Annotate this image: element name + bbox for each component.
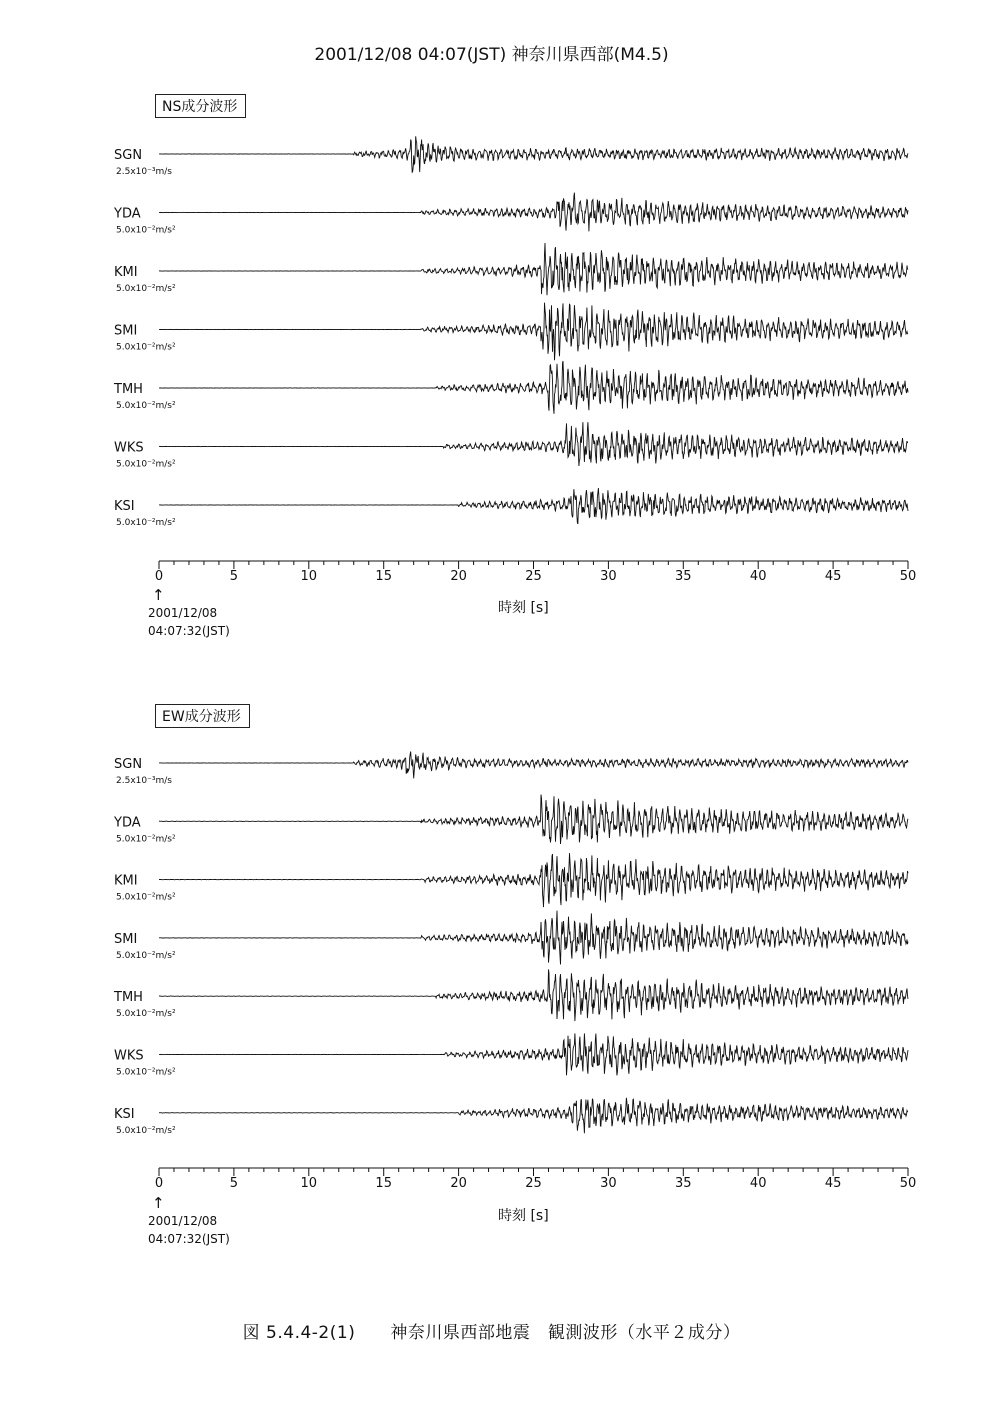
tick-label: 5 [229,1176,239,1191]
tick-label: 15 [375,569,392,584]
scale-label: 5.0x10⁻²m/s² [116,401,176,411]
reference-time-ns: 04:07:32(JST) [148,624,230,638]
scale-label: 5.0x10⁻²m/s² [116,459,176,470]
xlabel-ns: 時刻 [s] [498,600,549,616]
station-label: SMI [114,931,138,947]
station-label: SMI [114,323,138,339]
scale-label: 5.0x10⁻²m/s² [116,1009,176,1020]
waveform-wks [159,422,908,466]
reference-arrow-ns: ↑ [152,586,165,604]
tick-label: 40 [749,569,767,584]
reference-time-ew: 04:07:32(JST) [148,1232,230,1246]
panel-title-ns: NS成分波形 [155,94,246,118]
reference-date-ew: 2001/12/08 [148,1214,218,1228]
scale-label: 5.0x10⁻²m/s² [116,225,176,236]
waveform-sgn [159,752,908,779]
station-label: WKS [114,1048,144,1064]
tick-label: 25 [525,1176,542,1191]
station-label: KMI [114,265,138,280]
waveform-yda [159,193,908,232]
waveform-tmh [159,361,908,414]
station-label: WKS [114,440,144,456]
scale-label: 5.0x10⁻²m/s² [116,1067,176,1078]
waveform-kmi [159,243,908,295]
station-label: TMH [114,990,143,1006]
station-label: TMH [114,382,143,397]
scale-label: 5.0x10⁻²m/s² [116,1125,176,1136]
waveform-smi [159,911,908,965]
tick-label: 20 [450,569,467,584]
xlabel-ew: 時刻 [s] [498,1208,549,1224]
waveform-smi [159,303,908,361]
tick-label: 20 [450,1176,467,1191]
reference-date-ns: 2001/12/08 [148,606,218,620]
figure-caption: 図 5.4.4-2(1) 神奈川県西部地震 観測波形（水平２成分） [242,1323,741,1343]
waveform-kmi [159,853,908,907]
tick-label: 45 [824,569,842,584]
figure-title: 2001/12/08 04:07(JST) 神奈川県西部(M4.5) [314,45,669,65]
waveform-wks [159,1033,908,1075]
tick-label: 10 [300,569,318,584]
waveform-ksi [159,488,908,524]
tick-label: 10 [300,1176,318,1191]
tick-label: 0 [154,1176,164,1191]
waveform-tmh [159,969,908,1021]
tick-label: 30 [600,569,617,584]
scale-label: 5.0x10⁻²m/s² [116,950,176,961]
tick-label: 15 [375,1176,392,1191]
scale-label: 2.5x10⁻³m/s [116,167,172,177]
station-label: SGN [114,148,143,163]
scale-label: 5.0x10⁻²m/s² [116,892,176,903]
waveform-ksi [159,1098,908,1133]
reference-arrow-ew: ↑ [152,1194,165,1212]
tick-label: 35 [675,1176,692,1191]
tick-label: 45 [824,1176,842,1191]
scale-label: 5.0x10⁻²m/s² [116,284,176,294]
tick-label: 5 [229,569,239,584]
station-label: YDA [114,206,141,222]
tick-label: 50 [899,569,917,584]
scale-label: 5.0x10⁻²m/s² [116,518,176,528]
waveform-sgn [159,136,908,172]
tick-label: 30 [600,1176,617,1191]
waveform-yda [159,795,908,845]
panel-title-ew: EW成分波形 [155,704,250,728]
station-label: KSI [114,1106,135,1122]
scale-label: 5.0x10⁻²m/s² [116,834,176,845]
tick-label: 50 [899,1176,917,1191]
scale-label: 2.5x10⁻³m/s [116,776,172,786]
station-label: SGN [114,757,143,772]
tick-label: 0 [154,569,164,584]
tick-label: 25 [525,569,542,584]
station-label: KSI [114,499,135,514]
scale-label: 5.0x10⁻²m/s² [116,342,176,353]
tick-label: 35 [675,569,692,584]
station-label: KMI [114,873,138,889]
station-label: YDA [114,815,141,831]
tick-label: 40 [749,1176,767,1191]
